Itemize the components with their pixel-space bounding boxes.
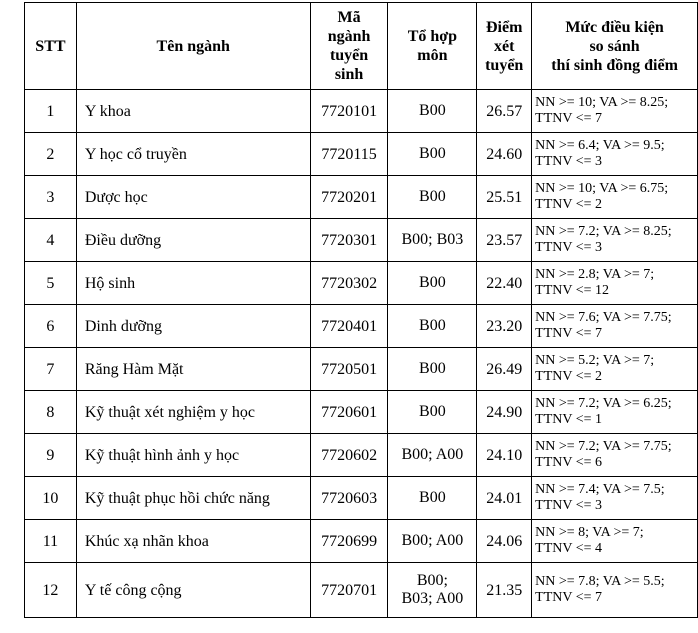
cell-code: 7720603 <box>310 477 388 520</box>
cell-name: Kỹ thuật phục hồi chức năng <box>76 477 310 520</box>
header-code: Mã ngành tuyển sinh <box>310 3 388 90</box>
cell-condition: NN >= 7.2; VA >= 8.25; TTNV <= 3 <box>532 219 698 262</box>
cell-stt: 7 <box>25 348 77 391</box>
cell-score: 26.49 <box>477 348 532 391</box>
cell-condition: NN >= 7.6; VA >= 7.75; TTNV <= 7 <box>532 305 698 348</box>
cell-stt: 2 <box>25 133 77 176</box>
header-stt: STT <box>25 3 77 90</box>
table-row <box>25 563 698 618</box>
cell-condition: NN >= 7.2; VA >= 7.75; TTNV <= 6 <box>532 434 698 477</box>
cell-condition: NN >= 10; VA >= 6.75; TTNV <= 2 <box>532 176 698 219</box>
cell-name: Khúc xạ nhãn khoa <box>76 520 310 563</box>
header-combo: Tổ hợp môn <box>388 3 477 90</box>
cell-condition: NN >= 5.2; VA >= 7; TTNV <= 2 <box>532 348 698 391</box>
cell-combo: B00 <box>388 305 477 348</box>
table-row <box>25 305 698 348</box>
cell-score: 21.35 <box>477 563 532 618</box>
admission-table <box>24 2 698 618</box>
cell-stt: 9 <box>25 434 77 477</box>
cell-condition: NN >= 7.2; VA >= 6.25; TTNV <= 1 <box>532 391 698 434</box>
cell-stt: 12 <box>25 563 77 618</box>
cell-condition: NN >= 7.4; VA >= 7.5; TTNV <= 3 <box>532 477 698 520</box>
cell-code: 7720601 <box>310 391 388 434</box>
cell-stt: 1 <box>25 90 77 133</box>
cell-stt: 6 <box>25 305 77 348</box>
cell-score: 23.57 <box>477 219 532 262</box>
cell-name: Kỹ thuật xét nghiệm y học <box>76 391 310 434</box>
cell-combo: B00; A00 <box>388 520 477 563</box>
cell-name: Kỹ thuật hình ảnh y học <box>76 434 310 477</box>
cell-code: 7720699 <box>310 520 388 563</box>
cell-code: 7720301 <box>310 219 388 262</box>
cell-stt: 8 <box>25 391 77 434</box>
table-row <box>25 434 698 477</box>
cell-score: 25.51 <box>477 176 532 219</box>
cell-code: 7720501 <box>310 348 388 391</box>
cell-code: 7720201 <box>310 176 388 219</box>
cell-combo: B00 <box>388 176 477 219</box>
cell-score: 24.10 <box>477 434 532 477</box>
cell-condition: NN >= 10; VA >= 8.25; TTNV <= 7 <box>532 90 698 133</box>
cell-code: 7720701 <box>310 563 388 618</box>
table-row <box>25 477 698 520</box>
cell-name: Điều dưỡng <box>76 219 310 262</box>
cell-combo: B00; A00 <box>388 434 477 477</box>
table-row <box>25 262 698 305</box>
cell-score: 22.40 <box>477 262 532 305</box>
header-score: Điểm xét tuyển <box>477 3 532 90</box>
cell-combo: B00 <box>388 348 477 391</box>
header-name: Tên ngành <box>76 3 310 90</box>
cell-code: 7720115 <box>310 133 388 176</box>
cell-name: Dược học <box>76 176 310 219</box>
cell-score: 26.57 <box>477 90 532 133</box>
table-row <box>25 176 698 219</box>
cell-condition: NN >= 2.8; VA >= 7; TTNV <= 12 <box>532 262 698 305</box>
cell-stt: 3 <box>25 176 77 219</box>
cell-name: Dinh dưỡng <box>76 305 310 348</box>
table-row <box>25 219 698 262</box>
cell-combo: B00 <box>388 477 477 520</box>
cell-name: Hộ sinh <box>76 262 310 305</box>
table-row <box>25 90 698 133</box>
cell-name: Y tế công cộng <box>76 563 310 618</box>
cell-combo: B00; B03; A00 <box>388 563 477 618</box>
cell-code: 7720101 <box>310 90 388 133</box>
cell-condition: NN >= 6.4; VA >= 9.5; TTNV <= 3 <box>532 133 698 176</box>
cell-combo: B00 <box>388 391 477 434</box>
table-row <box>25 133 698 176</box>
cell-score: 24.01 <box>477 477 532 520</box>
cell-combo: B00 <box>388 262 477 305</box>
header-cond: Mức điều kiện so sánh thí sinh đồng điểm <box>532 3 698 90</box>
cell-combo: B00; B03 <box>388 219 477 262</box>
cell-stt: 10 <box>25 477 77 520</box>
cell-combo: B00 <box>388 133 477 176</box>
cell-stt: 4 <box>25 219 77 262</box>
cell-code: 7720302 <box>310 262 388 305</box>
table-row <box>25 348 698 391</box>
cell-score: 24.60 <box>477 133 532 176</box>
table-row <box>25 520 698 563</box>
cell-name: Y học cổ truyền <box>76 133 310 176</box>
cell-code: 7720602 <box>310 434 388 477</box>
cell-name: Y khoa <box>76 90 310 133</box>
cell-name: Răng Hàm Mặt <box>76 348 310 391</box>
cell-score: 23.20 <box>477 305 532 348</box>
table-row <box>25 391 698 434</box>
cell-stt: 5 <box>25 262 77 305</box>
cell-score: 24.90 <box>477 391 532 434</box>
header-row <box>25 3 698 90</box>
cell-combo: B00 <box>388 90 477 133</box>
cell-stt: 11 <box>25 520 77 563</box>
cell-score: 24.06 <box>477 520 532 563</box>
cell-code: 7720401 <box>310 305 388 348</box>
cell-condition: NN >= 7.8; VA >= 5.5; TTNV <= 7 <box>532 563 698 618</box>
cell-condition: NN >= 8; VA >= 7; TTNV <= 4 <box>532 520 698 563</box>
